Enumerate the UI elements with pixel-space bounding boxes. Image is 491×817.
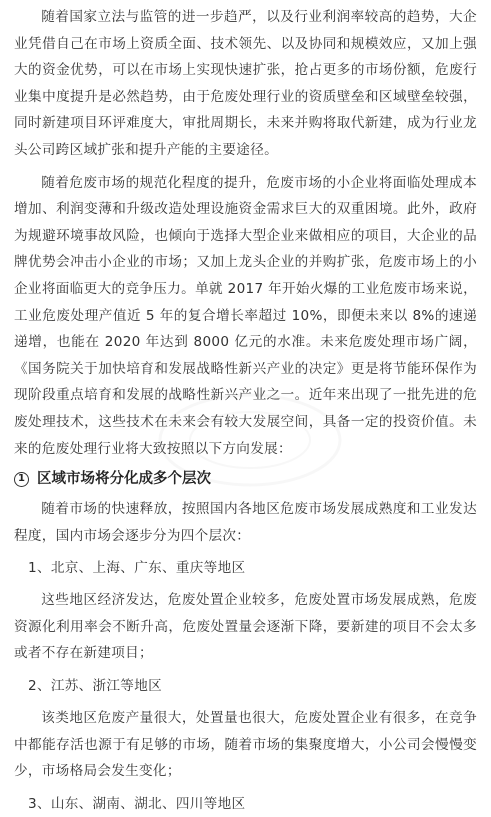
- tier-1-description: 这些地区经济发达，危废处置企业较多，危废处置市场发展成熟，危废资源化利用率会不断升高，危废处置量会逐渐下降，要新建的项目不会太多或者不存在新建项目；: [14, 592, 477, 662]
- paragraph-consolidation: 随着国家立法与监管的进一步趋严，以及行业利润率较高的趋势，大企业凭借自己在市场上资质全面、技术领先、以及协同和规模效应，又加上强大的资金优势，可以在市场上实现快速扩张，抢占更多的市场份额，危废行业集中度提升是必然趋势，由于危废处理行业的资质壁垒和区域壁垒较强，同时新建项目环评难度大，审批周期长，未来并购将取代新建，成为行业龙头公司跨区域扩张和提升产能的主要途径。: [14, 9, 477, 158]
- tier-2-label: 2、江苏、浙江等地区: [28, 678, 162, 695]
- tier-3-label: 3、山东、湖南、湖北、四川等地区: [28, 795, 246, 812]
- paragraph-small-enterprises: 随着危废市场的规范化程度的提升，危废市场的小企业将面临处理成本增加、利润变薄和升级改造处理设施资金需求巨大的双重困境。此外，政府为规避环境事故风险，也倾向于选择大型企业来做相应的项目，大企业的品牌优势会冲击小企业的市场；又加上龙头企业的并购扩张，危废市场上的小企业将面临更大的竞争压力。单就 2017 年开始火爆的工业危废市场来说，工业危废处理产值近 5 年的复合增长率超过 10%，即便未来以 8%的速递递增，也能在 2020 年达到 8000 亿元的水准。未来危废处理市场广阔，《国务院关于加快培育和发展战略性新兴产业的决定》更是将节能环保作为现阶段重点培育和发展的战略性新兴产业之一。近年来出现了一批先进的危废处理技术，这些技术在未来会有较大发展空间，具备一定的投资价值。未来的危废处理行业将大致按照以下方向发展：: [14, 174, 477, 457]
- section-heading: [14, 466, 477, 492]
- tier-1-label: 1、北京、上海、广东、重庆等地区: [28, 560, 246, 577]
- tier-2-description: 该类地区危废产量很大，处置量也很大，危废处置企业有很多，在竞争中都能存活也源于有足够的市场，随着市场的集聚度增大，小公司会慢慢变少，市场格局会发生变化；: [14, 710, 477, 780]
- circled-number-icon: 1: [14, 472, 29, 487]
- paragraph-market-tiers-intro: 随着市场的快速释放，按照国内各地区危废市场发展成熟度和工业发达程度，国内市场会逐步分为四个层次：: [14, 501, 477, 544]
- section-title: 区域市场将分化成多个层次: [37, 471, 211, 488]
